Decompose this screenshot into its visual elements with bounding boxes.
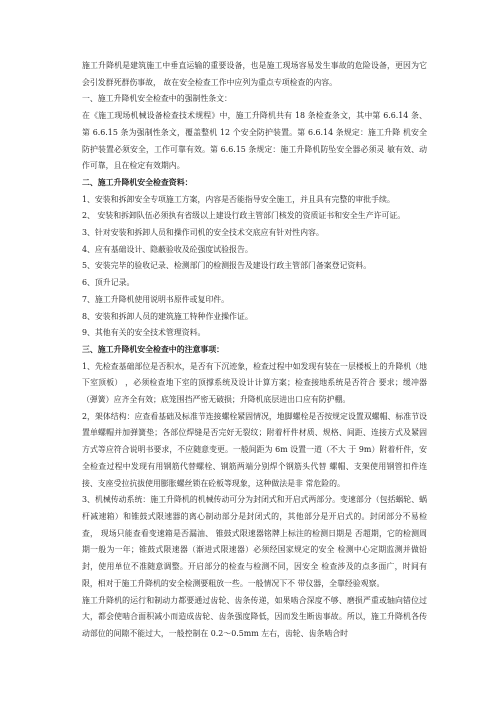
list-item: 3、针对安装和拆卸人员和操作司机的安全技术交底应有针对性内容。 <box>82 228 324 238</box>
list-item: 9、其他有关的安全技术管理资料。 <box>82 328 206 338</box>
section-heading-3: 三、施工升降机安全检查中的注意事项： <box>82 344 225 354</box>
section-3-paragraph: 施工升降机的运行和制动力都要通过齿轮、齿条传递，如果啮合深度不够、磨损严重或轴向错位过大，都会使啮合面积减小而造成齿轮、齿条强度降低，因而发生断齿事故。所以，施工升降机各传动部位的间隙不能过大，一般控制在 0.2～0.5mm 左右，齿轮、齿条啮合时 <box>82 595 427 638</box>
section-3-paragraph: 3、机械传动系统：施工升降机的机械传动可分为封闭式和开启式两部分。变速部分（包括蜗轮、蜗杆减速箱）和锥鼓式限速器的离心制动部分是封闭式的，其他部分是开启式的。封闭部分不易检查， 现场只能查看变速箱是否漏油、 锥鼓式限速器铭牌上标注的检测日期是 否超期，它的检测周期一般为一年；锥鼓式限速器（渐进式限速器）必须经国家规定的安全 检测中心定期监测并做铅封，使用单位不准随意调整。开启部分的检查与检测不同，因安全 检查涉及的点多面广，时间有限，相对于施工升降机的安全检测要粗放一些。一般情况下不 带仪器，全靠经验观察。 <box>82 495 427 588</box>
section-3-paragraph: 2，架体结构：应查看基础及标准节连接螺栓紧固情况，地脚螺栓是否按规定设置双螺帽、标准节设置单螺帽并加弹簧垫；各部位焊缝是否完好无裂纹；附着杆件材质、规格、间距、连接方式及紧固方式等应符合说明书要求，不应随意变更。一般间距为 6m 设置一道（不大 于 9m）附着杆件，安全检查过程中发现有用钢筋代替螺栓、钢筋两端分别焊个钢筋头代替 螺帽、支架使用钢管扣件连接、支座受拉抗拔使用膨胀螺丝锁在砼板等现象，这种做法是非 常危险的。 <box>82 411 427 488</box>
intro-paragraph: 施工升降机是建筑施工中垂直运输的重要设备，也是施工现场容易发生事故的危险设备，更因为它会引发群死群伤事故， 故在安全检查工作中应列为重点专项检查的内容。 <box>82 61 427 87</box>
section-3-paragraph: 1、先检查基础部位是否积水，是否有下沉迹象，检查过程中如发现有装在一层楼板上的升降机（地下室顶板） ，必须检查地下室的顶撑系统及设计计算方案；检查接地系统是否符合 要求；缓冲器（弹簧）应齐全有效；底笼围挡严密无破损；升降机底层进出口应有防护棚。 <box>82 361 427 405</box>
section-heading-1: 一、施工升降机安全检查中的强制性条文： <box>82 94 232 104</box>
list-item: 8、安装和拆卸人员的建筑施工特种作业操作证。 <box>82 311 253 321</box>
section-heading-2: 二、施工升降机安全检查资料： <box>82 177 193 187</box>
list-item: 6、顶升记录。 <box>82 278 135 288</box>
list-item: 4、应有基础设计、隐蔽验收及砼强度试验报告。 <box>82 244 253 254</box>
document-page <box>82 58 427 643</box>
section-1-paragraph: 在《施工现场机械设备检查技术规程》中，施工升降机共有 18 条检查条文，其中第 6.6.14 条、第 6.6.15 条为强制性条文，覆盖整机 12 个安全防护装置。第 6.6.14 条规定：施工升降 机安全防护装置必须安全，工作可靠有效。第 6.6.15 条规定：施工升降机防坠安全器必须灵 敏有效、动作可靠，且在检定有效期内。 <box>82 111 427 171</box>
list-item: 7、施工升降机使用说明书原件或复印件。 <box>82 294 230 304</box>
list-item: 1、安装和拆卸安全专项施工方案，内容是否能指导安全施工，并且具有完整的审批手续。 <box>82 194 395 204</box>
list-item: 5、安装完毕的验收记录、检测部门的检测报告及建设行政主管部门备案登记资料。 <box>82 261 372 271</box>
list-item: 2、 安装和拆卸队伍必须执有省级以上建设行政主管部门核发的资质证书和安全生产许可证。 <box>82 211 406 221</box>
